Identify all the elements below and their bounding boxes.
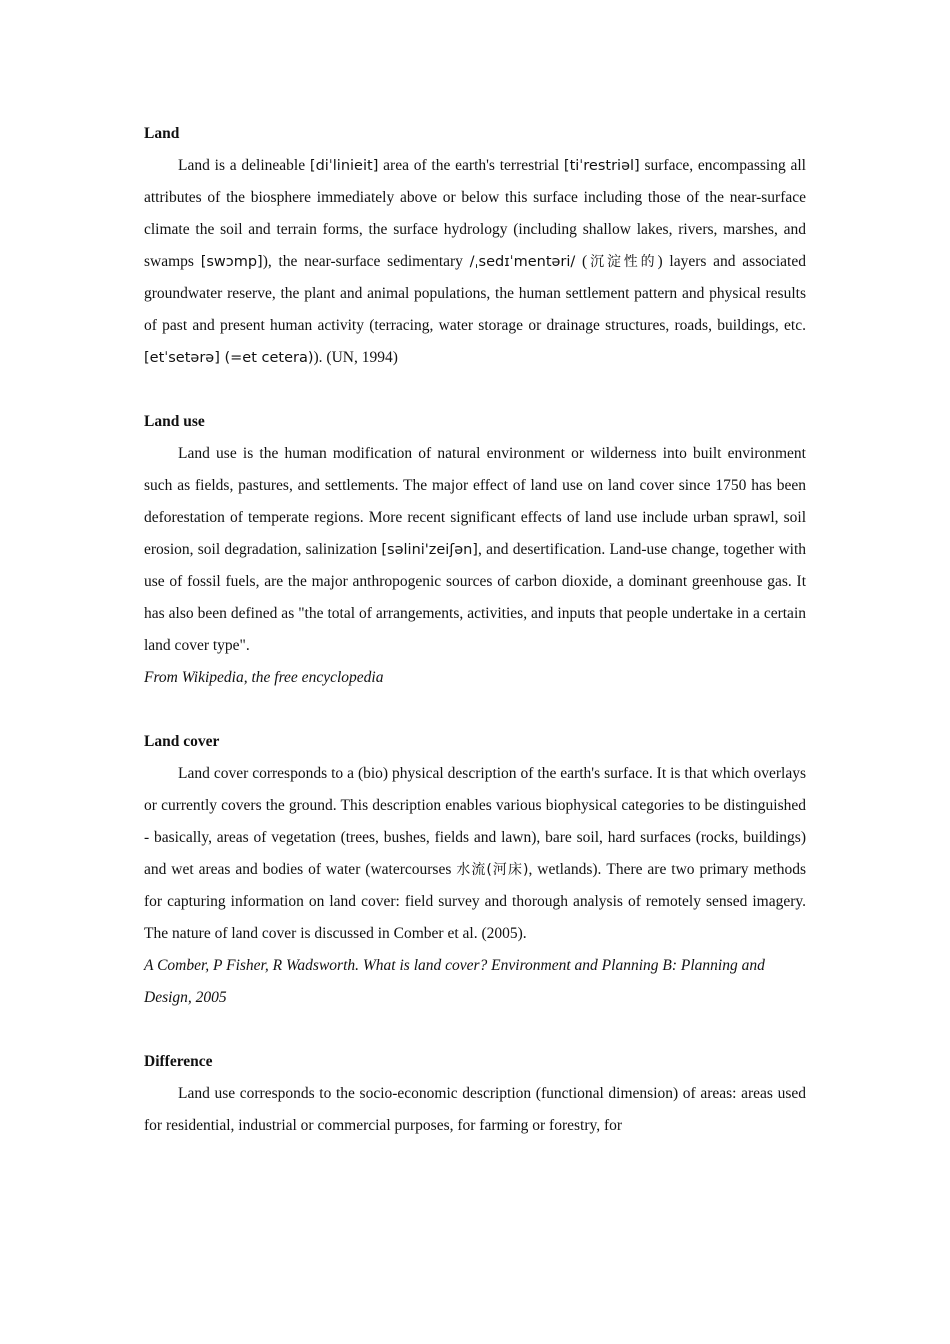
section-heading-land-cover: Land cover [144, 733, 220, 750]
paragraph-land-cover [144, 758, 806, 950]
cjk-watercourse: 水流(河床) [456, 862, 529, 878]
paragraph-difference: Land use corresponds to the socio-economic description (functional dimension) of areas: areas used for residential, industrial or commercial purposes, for farming or forestry, for [144, 1085, 806, 1134]
text-run: ), the near-surface sedimentary [262, 253, 470, 270]
section-land-cover [144, 726, 806, 1014]
ipa-sedimentary: /ˌsedɪˈmentəri/ [469, 254, 576, 270]
text-run: Land is a delineable [178, 157, 310, 174]
source-citation-land-cover: A Comber, P Fisher, R Wadsworth. What is land cover? Environment and Planning B: Planning and Design, 2005 [144, 957, 765, 1006]
section-heading-land-use: Land use [144, 413, 205, 430]
ipa-salinization: [səlini'zeiʃən] [381, 542, 478, 558]
text-run: , and desertification. Land-use change, together with use of fossil fuels, are the major anthropogenic sources of carbon dioxide, a dominant greenhouse gas. It has also been defined as "the total of arrangements, activities, and inputs that people undertake in a certain land cover type". [144, 541, 807, 654]
section-heading-difference: Difference [144, 1053, 213, 1070]
ipa-terrestrial: [tiˈrestriəl] [563, 158, 640, 174]
document-page [144, 118, 806, 1174]
text-run: ). (UN, 1994) [313, 349, 398, 366]
text-run: Land cover corresponds to a (bio) physical description of the earth's surface. It is that which overlays or currently covers the ground. This description enables various biophysical categories to be distinguished - basically, areas of vegetation (trees, bushes, fields and lawn), bare soil, hard surfaces (rocks, buildings) and wet areas and bodies of water (watercourses [144, 765, 806, 878]
section-heading-land: Land [144, 125, 180, 142]
text-run: Land use is the human modification of natural environment or wilderness into built environment such as fields, pastures, and settlements. The major effect of land use on land cover since 1750 has been deforestation of temperate regions. More recent significant effects of land use include urban sprawl, soil erosion, soil degradation, salinization [144, 445, 806, 558]
source-citation-land-use: From Wikipedia, the free encyclopedia [144, 669, 384, 686]
section-difference [144, 1046, 806, 1142]
text-run: ) layers and associated groundwater reserve, the plant and animal populations, the human settlement pattern and physical results of past and present human activity (terracing, water storage or drainage structures, roads, buildings, etc. [144, 253, 806, 334]
text-run: area of the earth's terrestrial [378, 157, 564, 174]
text-run: surface, encompassing all attributes of the biosphere immediately above or below this surface including those of the near-surface climate the soil and terrain forms, the surface hydrology (including shallow lakes, rivers, marshes, and swamps [144, 157, 806, 270]
section-land [144, 118, 806, 374]
ipa-swamp: [swɔmp] [200, 254, 263, 270]
paragraph-land [144, 150, 806, 374]
ipa-delineable: [diˈlinieit] [309, 158, 379, 174]
section-land-use [144, 406, 806, 694]
text-run: ( [575, 253, 588, 270]
paragraph-land-use [144, 438, 806, 662]
cjk-sedimentary: 沉淀性的 [587, 254, 658, 270]
ipa-et-cetera: [etˈsetərə] (=et cetera) [144, 350, 314, 366]
text-run: , wetlands). There are two primary methods for capturing information on land cover: field survey and thorough analysis of remotely sensed imagery. The nature of land cover is discussed in Comber et al. (2005). [144, 861, 806, 942]
